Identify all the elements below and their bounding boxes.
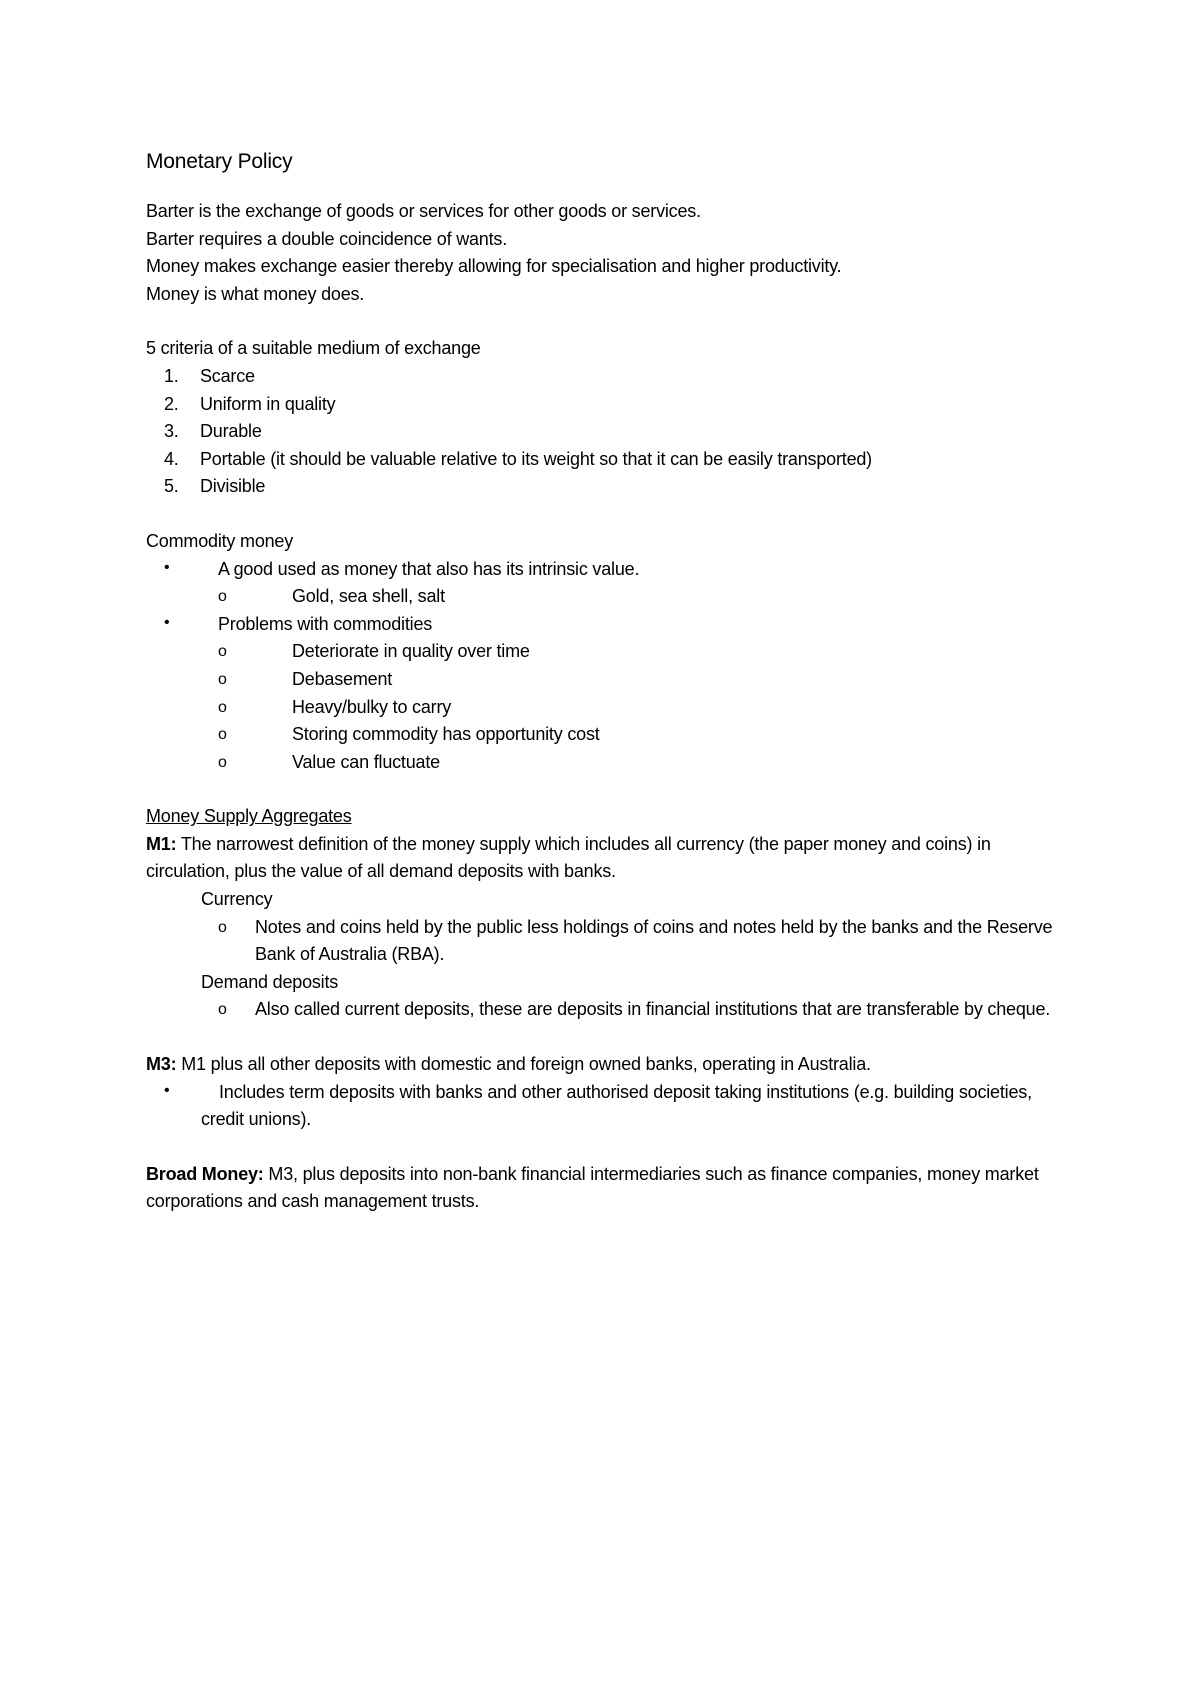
demand-text: Also called current deposits, these are deposits in financial institutions that are transferable by cheque. (255, 999, 1051, 1020)
criteria-heading: 5 criteria of a suitable medium of exchange (146, 338, 481, 359)
criteria-item (146, 391, 1076, 419)
bullet-text: Problems with commodities (218, 613, 433, 634)
m1-text: The narrowest definition of the money supply which includes all currency (the paper money and coins) in circulation, plus the value of all demand deposits with banks. (146, 833, 991, 882)
list-item-text: Scarce (200, 365, 255, 386)
m3-label: M3: (146, 1054, 177, 1075)
criteria-item (146, 446, 1076, 474)
list-number: 4. (164, 448, 179, 469)
demand-label: Demand deposits (201, 971, 339, 992)
intro-line-2: Barter requires a double coincidence of wants. (146, 228, 508, 249)
circle-bullet-icon: o (218, 1001, 227, 1019)
spacer (146, 1024, 1076, 1051)
broad-money-text: M3, plus deposits into non-bank financial intermediaries such as finance companies, money market corporations and cash management trusts. (146, 1163, 1039, 1212)
spacer (146, 501, 1076, 528)
document-body (146, 148, 1076, 1216)
bullet-icon: • (164, 613, 170, 631)
circle-bullet-icon: o (218, 726, 227, 744)
list-number: 2. (164, 393, 179, 414)
list-item-text: Portable (it should be valuable relative to its weight so that it can be easily transported) (200, 448, 872, 469)
sub-bullet-text: Debasement (292, 668, 393, 689)
commodity-heading: Commodity money (146, 530, 294, 551)
aggregates-heading: Money Supply Aggregates (146, 806, 352, 827)
list-number: 5. (164, 476, 179, 497)
criteria-item (146, 363, 1076, 391)
intro-line-4: Money is what money does. (146, 283, 365, 304)
circle-bullet-icon: o (218, 588, 227, 606)
sub-bullet-item (146, 694, 1076, 722)
bullet-icon: • (164, 1081, 170, 1099)
criteria-item (146, 418, 1076, 446)
sub-bullet-text: Storing commodity has opportunity cost (292, 724, 600, 745)
list-item-text: Uniform in quality (200, 393, 336, 414)
criteria-item (146, 473, 1076, 501)
list-number: 3. (164, 421, 179, 442)
spacer (146, 308, 1076, 335)
intro-line-1: Barter is the exchange of goods or services for other goods or services. (146, 201, 701, 221)
circle-bullet-icon: o (218, 918, 227, 936)
bullet-item (146, 556, 1076, 584)
intro-line-3: Money makes exchange easier thereby allowing for specialisation and higher productivity. (146, 256, 842, 277)
bullet-item (146, 611, 1076, 639)
sub-bullet-item (146, 721, 1076, 749)
spacer (146, 1134, 1076, 1161)
bullet-item (146, 1079, 1076, 1134)
circle-bullet-icon: o (218, 643, 227, 661)
sub-bullet-item (146, 638, 1076, 666)
sub-bullet-text: Value can fluctuate (292, 751, 440, 772)
m3-definition (146, 1051, 1076, 1079)
sub-bullet-item (146, 996, 1076, 1024)
currency-label: Currency (201, 889, 273, 910)
broad-money-definition (146, 1161, 1076, 1216)
m3-text: M1 plus all other deposits with domestic and foreign owned banks, operating in Australia. (176, 1054, 871, 1075)
list-item-text: Divisible (200, 476, 266, 497)
bullet-icon: • (164, 558, 170, 576)
sub-bullet-text: Heavy/bulky to carry (292, 696, 452, 717)
currency-text: Notes and coins held by the public less holdings of coins and notes held by the banks and the Reserve Bank of Australia (RBA). (255, 916, 1053, 965)
sub-bullet-item (146, 666, 1076, 694)
sub-bullet-text: Gold, sea shell, salt (292, 586, 445, 607)
page-title: Monetary Policy (146, 150, 293, 173)
m1-label: M1: (146, 833, 177, 854)
list-item-text: Durable (200, 421, 262, 442)
m1-definition (146, 831, 1076, 886)
sub-bullet-text: Deteriorate in quality over time (292, 641, 530, 662)
sub-bullet-item (146, 583, 1076, 611)
m3-bullet-text: Includes term deposits with banks and other authorised deposit taking institutions (e.g. building societies, credit unions). (201, 1081, 1032, 1130)
circle-bullet-icon: o (218, 670, 227, 688)
spacer (146, 776, 1076, 803)
circle-bullet-icon: o (218, 753, 227, 771)
list-number: 1. (164, 365, 179, 386)
circle-bullet-icon: o (218, 698, 227, 716)
sub-bullet-item (146, 749, 1076, 777)
sub-bullet-item (146, 914, 1076, 969)
bullet-text: A good used as money that also has its intrinsic value. (218, 558, 640, 579)
broad-money-label: Broad Money: (146, 1163, 264, 1184)
